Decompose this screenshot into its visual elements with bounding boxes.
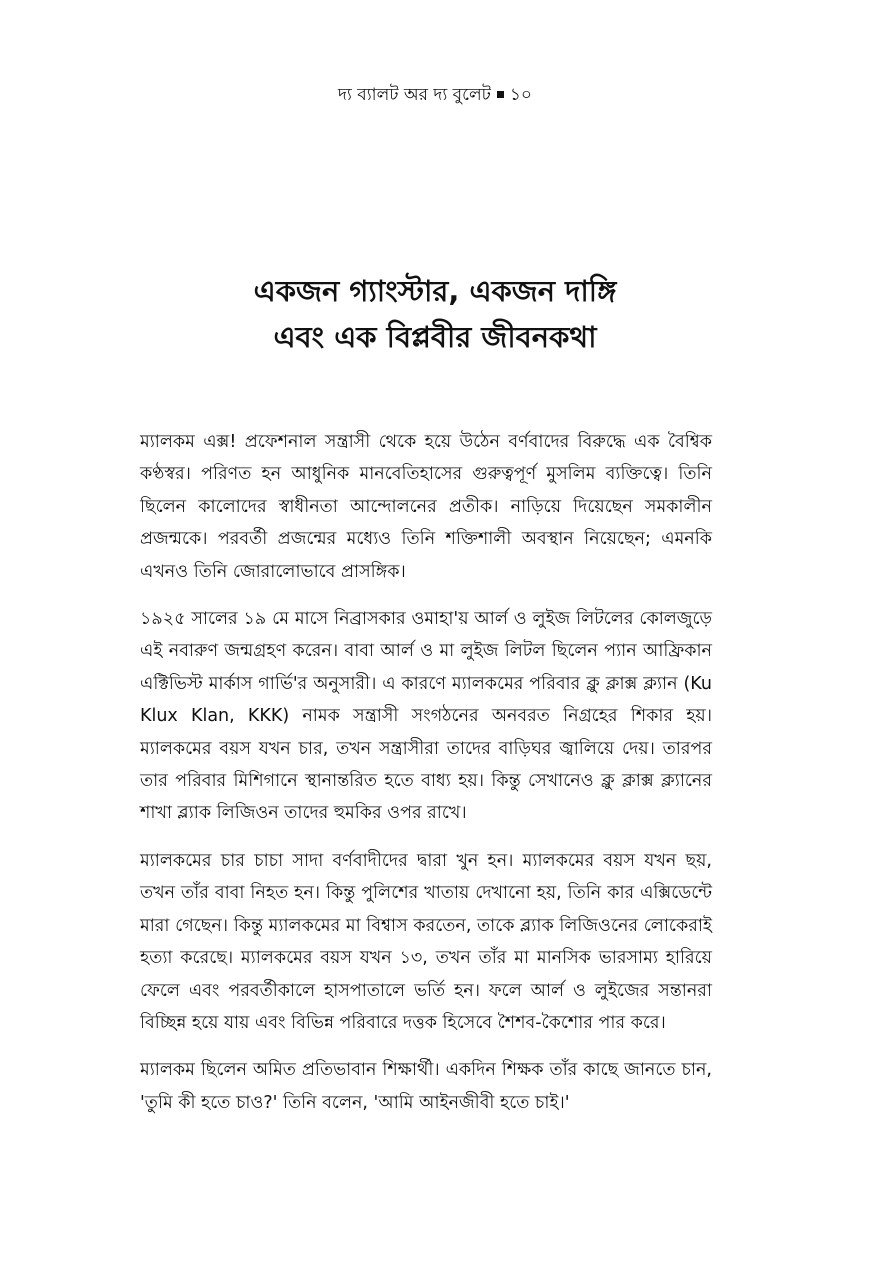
chapter-title [0,268,870,360]
chapter-title-line-2: এবং এক বিপ্লবীর জীবনকথা [273,320,597,354]
paragraph-2: ১৯২৫ সালের ১৯ মে মাসে নিব্রাসকার ওমাহা'য় আর্ল ও লুইজ লিটলের কোলজুড়ে এই নবারুণ জন্মগ্রহণ করেন। বাবা আর্ল ও মা লুইজ লিটল ছিলেন প্যান আফ্রিকান এক্টিভিস্ট মার্কাস গার্ভি'র অনুসারী। এ কারণে ম্যালকমের পরিবার ক্লু ক্লাক্স ক্ল্যান (Ku Klux Klan, KKK) নামক সন্ত্রাসী সংগঠনের অনবরত নিগ্রহের শিকার হয়। ম্যালকমের বয়স যখন চার, তখন সন্ত্রাসীরা তাদের বাড়িঘর জ্বালিয়ে দেয়। তারপর তার পরিবার মিশিগানে স্থানান্তরিত হতে বাধ্য হয়। কিন্তু সেখানেও ক্লু ক্লাক্স ক্ল্যানের শাখা ব্ল্যাক লিজিওন তাদের হুমকির ওপর রাখে। [140,609,712,824]
running-header [0,84,870,106]
chapter-title-line-1: একজন গ্যাংস্টার, একজন দাঙ্গি [253,274,617,308]
body-text [140,426,712,1134]
paragraph-4: ম্যালকম ছিলেন অমিত প্রতিভাবান শিক্ষার্থী। একদিন শিক্ষক তাঁর কাছে জানতে চান, 'তুমি কী হতে চাও?' তিনি বলেন, 'আমি আইনজীবী হতে চাই।' [140,1060,712,1113]
page-number: ১০ [509,85,532,105]
paragraph-3: ম্যালকমের চার চাচা সাদা বর্ণবাদীদের দ্বারা খুন হন। ম্যালকমের বয়স যখন ছয়, তখন তাঁর বাবা নিহত হন। কিন্তু পুলিশের খাতায় দেখানো হয়, তিনি কার এক্সিডেন্টে মারা গেছেন। কিন্তু ম্যালকমের মা বিশ্বাস করতেন, তাকে ব্ল্যাক লিজিওনের লোকেরাই হত্যা করেছে। ম্যালকমের বয়স যখন ১৩, তখন তাঁর মা মানসিক ভারসাম্য হারিয়ে ফেলে এবং পরবর্তীকালে হাসপাতালে ভর্তি হন। ফলে আর্ল ও লুইজের সন্তানরা বিচ্ছিন্ন হয়ে যায় এবং বিভিন্ন পরিবারে দত্তক হিসেবে শৈশব-কৈশোর পার করে। [140,850,712,1033]
paragraph-1: ম্যালকম এক্স! প্রফেশনাল সন্ত্রাসী থেকে হয়ে উঠেন বর্ণবাদের বিরুদ্ধে এক বৈশ্বিক কণ্ঠস্বর। পরিণত হন আধুনিক মানবেতিহাসের গুরুত্বপূর্ণ মুসলিম ব্যক্তিত্বে। তিনি ছিলেন কালোদের স্বাধীনতা আন্দোলনের প্রতীক। নাড়িয়ে দিয়েছেন সমকালীন প্রজন্মকে। পরবর্তী প্রজন্মের মধ্যেও তিনি শক্তিশালী অবস্থান নিয়েছেন; এমনকি এখনও তিনি জোরালোভাবে প্রাসঙ্গিক। [140,432,712,582]
book-title: দ্য ব্যালট অর দ্য বুলেট [338,85,491,105]
separator-square-icon [497,91,504,98]
